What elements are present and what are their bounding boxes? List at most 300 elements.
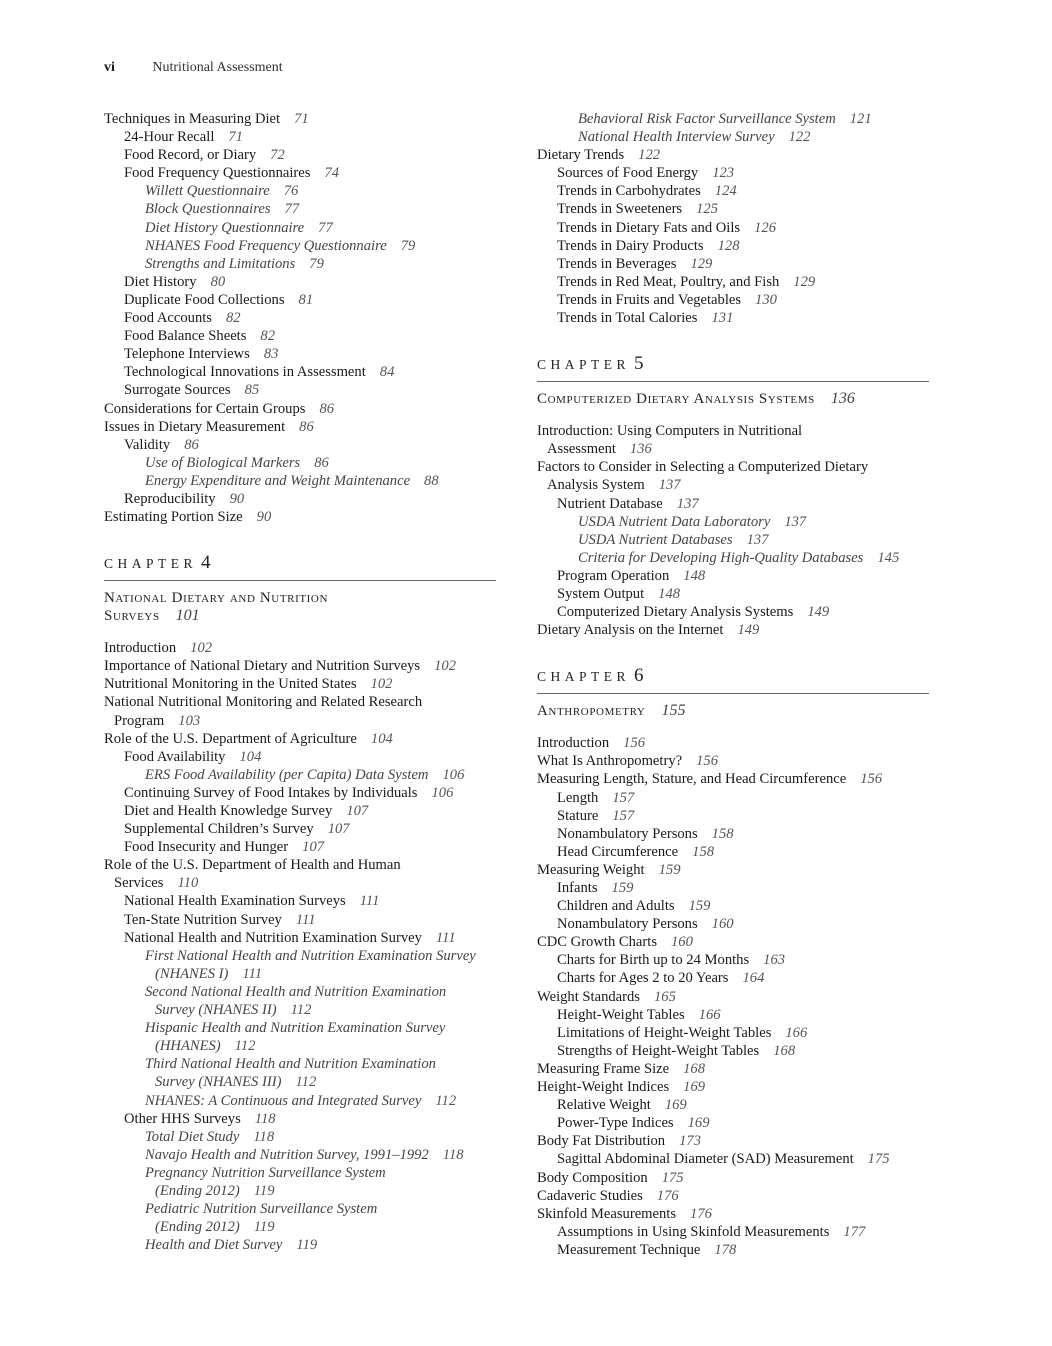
toc-entry-title: Introduction: Using Computers in Nutritional xyxy=(537,423,803,440)
chapter-heading xyxy=(537,353,929,375)
toc-entry-page: 86 xyxy=(184,436,199,453)
toc-entry-page: 71 xyxy=(294,111,309,127)
chapter-number: 6 xyxy=(634,665,644,687)
toc-entry-page: 130 xyxy=(755,291,777,308)
toc-entry-page: 88 xyxy=(424,472,439,489)
toc-entry-page: 158 xyxy=(711,825,734,842)
toc-entry-title: Food Accounts xyxy=(124,310,212,327)
toc-entry-page: 175 xyxy=(867,1151,890,1168)
toc-entry-title: Charts for Ages 2 to 20 Years xyxy=(557,970,729,987)
toc-entry xyxy=(537,476,929,494)
toc-entry xyxy=(537,549,929,567)
toc-entry-title: Role of the U.S. Department of Health and Human xyxy=(104,857,401,874)
toc-entry-page: 107 xyxy=(327,821,350,838)
toc-entry xyxy=(537,915,929,933)
toc-entry-title: Food Availability xyxy=(124,748,226,765)
toc-entry-title: Factors to Consider in Selecting a Computerized Dietary xyxy=(537,459,869,476)
toc-entry-title: Hispanic Health and Nutrition Examination Survey xyxy=(145,1020,446,1037)
toc-entry xyxy=(104,1200,496,1218)
toc-entry-title: Total Diet Study xyxy=(145,1128,240,1145)
toc-entry-page: 166 xyxy=(698,1006,721,1023)
toc-entry-title: Estimating Portion Size xyxy=(104,509,243,526)
toc-entry-page: 112 xyxy=(295,1074,317,1091)
toc-entry-title: Diet History xyxy=(124,273,197,290)
toc-entry-title: Technological Innovations in Assessment xyxy=(124,364,366,381)
toc-entry-page: 173 xyxy=(679,1133,701,1150)
toc-entry xyxy=(537,273,929,291)
toc-entry xyxy=(104,200,496,218)
toc-entry-title: Dietary Trends xyxy=(537,147,625,164)
toc-entry-page: 149 xyxy=(737,622,760,639)
chapter-spacer xyxy=(537,720,929,734)
toc-entry xyxy=(537,110,929,128)
toc-entry-page: 118 xyxy=(254,1110,276,1127)
toc-entry xyxy=(104,838,496,856)
toc-entry-title: Sagittal Abdominal Diameter (SAD) Measurement xyxy=(557,1151,854,1168)
toc-entry-title: First National Health and Nutrition Examination Survey xyxy=(145,947,476,964)
toc-entry xyxy=(104,1055,496,1073)
toc-entry-title: National Nutritional Monitoring and Related Research xyxy=(104,694,423,711)
toc-entry-title: Stature xyxy=(557,807,599,824)
toc-entry-title: Food Insecurity and Hunger xyxy=(124,839,289,856)
chapter-title-text: Surveys xyxy=(104,608,160,625)
toc-entry xyxy=(104,784,496,802)
toc-entry-title: (Ending 2012) xyxy=(155,1219,240,1236)
toc-entry xyxy=(104,820,496,838)
toc-entry-title: Surrogate Sources xyxy=(124,382,231,399)
toc-entry-page: 112 xyxy=(234,1038,256,1055)
toc-entry xyxy=(537,1114,929,1132)
toc-entry-title: Skinfold Measurements xyxy=(537,1205,677,1222)
toc-entry xyxy=(104,327,496,345)
toc-entry-title: Trends in Beverages xyxy=(557,255,677,272)
toc-entry-page: 119 xyxy=(253,1219,275,1236)
toc-entry xyxy=(537,1223,929,1241)
toc-entry xyxy=(104,400,496,418)
toc-entry xyxy=(104,490,496,508)
toc-entry-title: Health and Diet Survey xyxy=(145,1237,283,1254)
chapter-heading xyxy=(537,665,929,687)
toc-entry xyxy=(537,1096,929,1114)
toc-entry xyxy=(104,436,496,454)
toc-entry-title: Duplicate Food Collections xyxy=(124,291,285,308)
toc-entry xyxy=(537,146,929,164)
toc-entry-page: 76 xyxy=(283,183,299,200)
toc-entry xyxy=(104,164,496,182)
toc-entry xyxy=(104,1037,496,1055)
toc-entry xyxy=(537,440,929,458)
toc-entry-title: Body Composition xyxy=(537,1169,648,1186)
toc-entry-page: 149 xyxy=(807,604,830,621)
toc-entry-page: 122 xyxy=(788,129,811,146)
toc-entry xyxy=(104,418,496,436)
toc-entry xyxy=(537,734,929,752)
toc-entry-page: 85 xyxy=(244,382,260,399)
toc-entry-title: Telephone Interviews xyxy=(124,346,250,363)
toc-entry-page: 106 xyxy=(431,784,454,801)
toc-entry-page: 104 xyxy=(239,748,262,765)
toc-entry-title: Limitations of Height-Weight Tables xyxy=(557,1024,772,1041)
toc-entry xyxy=(537,219,929,237)
toc-entry-title: (HHANES) xyxy=(155,1038,221,1055)
chapter-spacer xyxy=(537,408,929,422)
toc-entry-page: 121 xyxy=(849,111,872,127)
toc-entry-page: 177 xyxy=(843,1223,866,1240)
toc-entry-title: NHANES Food Frequency Questionnaire xyxy=(145,237,387,254)
toc-entry xyxy=(537,567,929,585)
toc-entry-page: 74 xyxy=(324,165,340,182)
toc-entry xyxy=(104,146,496,164)
toc-entry-page: 159 xyxy=(688,898,711,915)
toc-entry-page: 178 xyxy=(714,1241,737,1258)
toc-entry xyxy=(537,531,929,549)
toc-entry-title: Strengths of Height-Weight Tables xyxy=(557,1042,760,1059)
toc-entry-title: Nutritional Monitoring in the United States xyxy=(104,676,357,693)
toc-entry xyxy=(104,1092,496,1110)
toc-entry-page: 119 xyxy=(253,1182,275,1199)
toc-entry-page: 103 xyxy=(178,712,201,729)
chapter-number: 4 xyxy=(201,552,211,574)
toc-entry-title: Charts for Birth up to 24 Months xyxy=(557,952,750,969)
toc-entry xyxy=(537,1042,929,1060)
toc-entry xyxy=(104,675,496,693)
toc-entry-page: 145 xyxy=(877,549,900,566)
chapter-spacer xyxy=(104,625,496,639)
toc-entry xyxy=(537,933,929,951)
toc-entry-title: Role of the U.S. Department of Agriculture xyxy=(104,730,357,747)
toc-entry-page: 86 xyxy=(319,400,335,417)
toc-entry-page: 163 xyxy=(763,952,786,969)
toc-entry-title: Assessment xyxy=(547,441,616,458)
toc-entry-title: Diet History Questionnaire xyxy=(145,219,305,236)
chapter-rule xyxy=(537,381,929,382)
chapter-label: CHAPTER xyxy=(537,669,631,685)
toc-entry-page: 169 xyxy=(664,1097,687,1114)
toc-entry-title: Other HHS Surveys xyxy=(124,1110,241,1127)
toc-entry-page: 136 xyxy=(629,441,652,458)
toc-entry-page: 102 xyxy=(190,640,213,657)
toc-entry-title: Survey (NHANES II) xyxy=(155,1002,277,1019)
chapter-title xyxy=(104,589,496,625)
toc-entry xyxy=(104,766,496,784)
toc-entry-page: 160 xyxy=(711,916,734,933)
chapter-rule xyxy=(104,580,496,581)
running-title: Nutritional Assessment xyxy=(152,60,283,75)
toc-entry-title: Strengths and Limitations xyxy=(145,255,296,272)
toc-entry xyxy=(537,1024,929,1042)
toc-entry xyxy=(104,657,496,675)
toc-entry-page: 107 xyxy=(302,839,325,856)
toc-entry xyxy=(537,789,929,807)
toc-entry-page: 80 xyxy=(210,273,226,290)
toc-entry xyxy=(537,951,929,969)
page-number: vi xyxy=(104,60,115,75)
toc-entry-title: Validity xyxy=(124,436,171,453)
toc-entry-page: 102 xyxy=(370,676,393,693)
toc-entry-title: Trends in Total Calories xyxy=(557,310,698,327)
toc-entry-title: Reproducibility xyxy=(124,490,216,507)
toc-entry-title: Techniques in Measuring Diet xyxy=(104,111,281,127)
toc-entry-title: Length xyxy=(557,789,599,806)
toc-entry xyxy=(104,911,496,929)
toc-entry xyxy=(104,693,496,711)
toc-entry-title: Sources of Food Energy xyxy=(557,165,699,182)
toc-entry-page: 137 xyxy=(658,477,681,494)
toc-entry-title: Weight Standards xyxy=(537,988,640,1005)
toc-entry-page: 111 xyxy=(435,929,456,946)
toc-entry-page: 165 xyxy=(654,988,676,1005)
toc-entry-page: 111 xyxy=(359,893,380,910)
toc-entry-page: 79 xyxy=(309,255,324,272)
toc-right-column xyxy=(537,110,929,1259)
toc-entry-title: Power-Type Indices xyxy=(557,1115,674,1132)
toc-entry xyxy=(104,291,496,309)
toc-entry xyxy=(537,969,929,987)
toc-entry xyxy=(104,1128,496,1146)
toc-entry-page: 71 xyxy=(228,129,243,146)
toc-entry xyxy=(537,825,929,843)
toc-entry xyxy=(537,807,929,825)
toc-entry-title: Head Circumference xyxy=(557,843,679,860)
toc-entry-title: Relative Weight xyxy=(557,1097,651,1114)
toc-entry-title: Diet and Health Knowledge Survey xyxy=(124,803,333,819)
toc-entry-title: Trends in Red Meat, Poultry, and Fish xyxy=(557,273,780,290)
toc-entry xyxy=(104,1110,496,1128)
toc-entry-title: National Health Interview Survey xyxy=(578,129,775,146)
toc-entry xyxy=(537,1006,929,1024)
toc-entry xyxy=(104,237,496,255)
toc-entry-page: 175 xyxy=(661,1169,684,1186)
toc-entry-title: Navajo Health and Nutrition Survey, 1991–1992 xyxy=(145,1146,429,1163)
toc-entry-page: 129 xyxy=(690,255,713,272)
toc-entry-page: 111 xyxy=(242,965,263,982)
toc-entry-title: Food Balance Sheets xyxy=(124,328,247,345)
toc-entry-title: Measuring Length, Stature, and Head Circumference xyxy=(537,771,847,788)
toc-entry-page: 176 xyxy=(690,1205,712,1222)
toc-entry-title: Body Fat Distribution xyxy=(537,1133,666,1150)
toc-entry xyxy=(537,237,929,255)
toc-entry xyxy=(104,309,496,327)
toc-entry xyxy=(537,897,929,915)
toc-entry xyxy=(537,843,929,861)
toc-entry-page: 168 xyxy=(683,1060,706,1077)
toc-entry-page: 124 xyxy=(714,183,737,200)
toc-entry-title: Trends in Fruits and Vegetables xyxy=(557,291,742,308)
toc-entry xyxy=(104,454,496,472)
toc-entry xyxy=(104,128,496,146)
toc-entry xyxy=(104,856,496,874)
toc-entry-page: 84 xyxy=(379,364,395,381)
toc-entry xyxy=(104,1236,496,1254)
toc-entry-page: 156 xyxy=(696,753,718,770)
toc-entry-title: Third National Health and Nutrition Examination xyxy=(145,1056,436,1073)
toc-entry-title: Nutrient Database xyxy=(557,495,663,512)
toc-entry-page: 111 xyxy=(295,911,316,928)
toc-entry xyxy=(104,273,496,291)
toc-entry xyxy=(104,892,496,910)
toc-entry-title: Food Frequency Questionnaires xyxy=(124,165,311,182)
toc-entry xyxy=(537,585,929,603)
toc-entry xyxy=(104,1164,496,1182)
toc-entry-title: Considerations for Certain Groups xyxy=(104,400,306,417)
toc-entry xyxy=(104,802,496,820)
toc-entry-title: Infants xyxy=(557,880,598,896)
chapter-number: 5 xyxy=(634,353,644,375)
toc-entry xyxy=(104,219,496,237)
toc-entry xyxy=(104,472,496,490)
toc-entry xyxy=(104,363,496,381)
toc-entry-title: Second National Health and Nutrition Examination xyxy=(145,983,447,1000)
toc-entry xyxy=(104,182,496,200)
running-header xyxy=(104,60,283,76)
toc-entry-title: Program xyxy=(114,712,165,729)
chapter-title xyxy=(537,702,929,720)
chapter-title-text: National Dietary and Nutrition xyxy=(104,590,329,607)
toc-entry-title: Height-Weight Tables xyxy=(557,1006,685,1023)
toc-entry xyxy=(537,752,929,770)
toc-entry-title: What Is Anthropometry? xyxy=(537,753,683,770)
toc-entry-title: Measurement Technique xyxy=(557,1241,701,1258)
toc-entry-page: 79 xyxy=(400,237,416,254)
toc-entry xyxy=(537,495,929,513)
toc-entry xyxy=(537,513,929,531)
chapter-title xyxy=(537,390,929,408)
toc-entry-page: 137 xyxy=(746,531,769,548)
toc-entry xyxy=(537,1241,929,1259)
toc-entry-title: USDA Nutrient Databases xyxy=(578,531,733,548)
toc-entry-page: 169 xyxy=(683,1079,706,1096)
toc-entry xyxy=(537,1187,929,1205)
toc-entry xyxy=(537,621,929,639)
toc-entry-title: Use of Biological Markers xyxy=(145,454,301,471)
toc-entry xyxy=(537,1205,929,1223)
toc-entry-title: 24-Hour Recall xyxy=(124,129,215,146)
toc-entry-page: 137 xyxy=(676,495,699,512)
toc-entry-title: Pregnancy Nutrition Surveillance System xyxy=(145,1164,386,1181)
toc-entry-title: Measuring Frame Size xyxy=(537,1060,670,1077)
toc-entry-page: 158 xyxy=(692,843,715,860)
toc-entry-title: National Health Examination Surveys xyxy=(124,893,346,910)
toc-entry-page: 168 xyxy=(773,1042,796,1059)
toc-entry-title: Continuing Survey of Food Intakes by Individuals xyxy=(124,784,418,801)
toc-entry xyxy=(104,255,496,273)
toc-entry-page: 90 xyxy=(229,490,245,507)
toc-entry xyxy=(104,381,496,399)
toc-entry xyxy=(537,1132,929,1150)
toc-entry-page: 119 xyxy=(296,1237,318,1254)
toc-entry xyxy=(537,879,929,897)
toc-entry xyxy=(537,770,929,788)
chapter-label: CHAPTER xyxy=(104,556,198,572)
toc-entry xyxy=(104,1073,496,1091)
toc-entry-title: Program Operation xyxy=(557,567,670,584)
toc-entry-title: Dietary Analysis on the Internet xyxy=(537,622,724,639)
toc-entry-page: 107 xyxy=(346,803,369,819)
toc-entry-title: Behavioral Risk Factor Surveillance System xyxy=(578,111,836,127)
toc-entry xyxy=(104,1146,496,1164)
toc-entry-page: 102 xyxy=(434,658,457,675)
toc-entry-page: 122 xyxy=(638,147,661,164)
toc-entry-title: Nonambulatory Persons xyxy=(557,916,698,933)
toc-entry xyxy=(537,988,929,1006)
toc-entry-page: 160 xyxy=(671,934,693,951)
toc-entry xyxy=(537,182,929,200)
toc-entry-title: Trends in Sweeteners xyxy=(557,201,683,218)
toc-entry-page: 169 xyxy=(687,1115,710,1132)
toc-entry xyxy=(104,929,496,947)
toc-entry xyxy=(537,1060,929,1078)
toc-entry-title: Trends in Dietary Fats and Oils xyxy=(557,219,741,236)
toc-entry xyxy=(104,1019,496,1037)
toc-entry-title: Assumptions in Using Skinfold Measurements xyxy=(557,1223,830,1240)
toc-entry-title: (Ending 2012) xyxy=(155,1182,240,1199)
toc-entry xyxy=(104,965,496,983)
chapter-label: CHAPTER xyxy=(537,357,631,373)
toc-entry-title: Children and Adults xyxy=(557,898,675,915)
toc-entry-page: 159 xyxy=(658,861,681,878)
toc-entry xyxy=(537,128,929,146)
toc-entry xyxy=(537,422,929,440)
toc-entry xyxy=(537,164,929,182)
toc-entry-page: 72 xyxy=(270,147,285,164)
toc-entry-title: Willett Questionnaire xyxy=(145,183,270,200)
toc-entry-page: 82 xyxy=(225,310,241,327)
toc-entry-title: Importance of National Dietary and Nutrition Surveys xyxy=(104,658,421,675)
toc-entry-page: 156 xyxy=(623,735,646,752)
toc-entry-page: 112 xyxy=(290,1002,312,1019)
toc-entry xyxy=(104,110,496,128)
toc-entry-title: System Output xyxy=(557,585,645,602)
toc-entry-title: Criteria for Developing High-Quality Databases xyxy=(578,549,864,566)
toc-entry-page: 164 xyxy=(742,970,765,987)
chapter-page-number: 101 xyxy=(175,607,200,625)
toc-entry-title: Services xyxy=(114,875,164,892)
toc-entry xyxy=(104,874,496,892)
toc-entry-page: 159 xyxy=(611,880,634,896)
toc-entry-title: Cadaveric Studies xyxy=(537,1187,643,1204)
chapter-page-number: 136 xyxy=(830,390,855,408)
toc-entry-page: 129 xyxy=(793,273,816,290)
toc-entry-page: 77 xyxy=(318,219,333,236)
toc-entry-title: NHANES: A Continuous and Integrated Survey xyxy=(145,1092,422,1109)
toc-entry-page: 157 xyxy=(612,789,635,806)
toc-entry-page: 81 xyxy=(298,291,314,308)
toc-entry-page: 128 xyxy=(717,237,740,254)
toc-entry xyxy=(537,603,929,621)
toc-entry xyxy=(104,712,496,730)
toc-entry xyxy=(104,748,496,766)
toc-entry-page: 110 xyxy=(177,875,199,892)
toc-entry-title: Trends in Carbohydrates xyxy=(557,183,701,200)
toc-entry-page: 166 xyxy=(785,1024,808,1041)
toc-entry-page: 118 xyxy=(442,1146,464,1163)
toc-entry-page: 83 xyxy=(263,346,279,363)
toc-entry-page: 137 xyxy=(784,513,807,530)
toc-entry xyxy=(104,983,496,1001)
chapter-rule xyxy=(537,693,929,694)
toc-entry xyxy=(537,1078,929,1096)
toc-entry xyxy=(537,255,929,273)
toc-entry-page: 86 xyxy=(299,418,314,435)
toc-entry-page: 106 xyxy=(442,766,465,783)
toc-entry xyxy=(537,458,929,476)
toc-entry xyxy=(537,309,929,327)
toc-entry-title: Supplemental Children’s Survey xyxy=(124,821,314,838)
toc-entry xyxy=(104,1182,496,1200)
toc-entry-page: 86 xyxy=(314,454,329,471)
toc-entry-title: Computerized Dietary Analysis Systems xyxy=(557,604,794,621)
toc-entry-page: 118 xyxy=(253,1128,275,1145)
